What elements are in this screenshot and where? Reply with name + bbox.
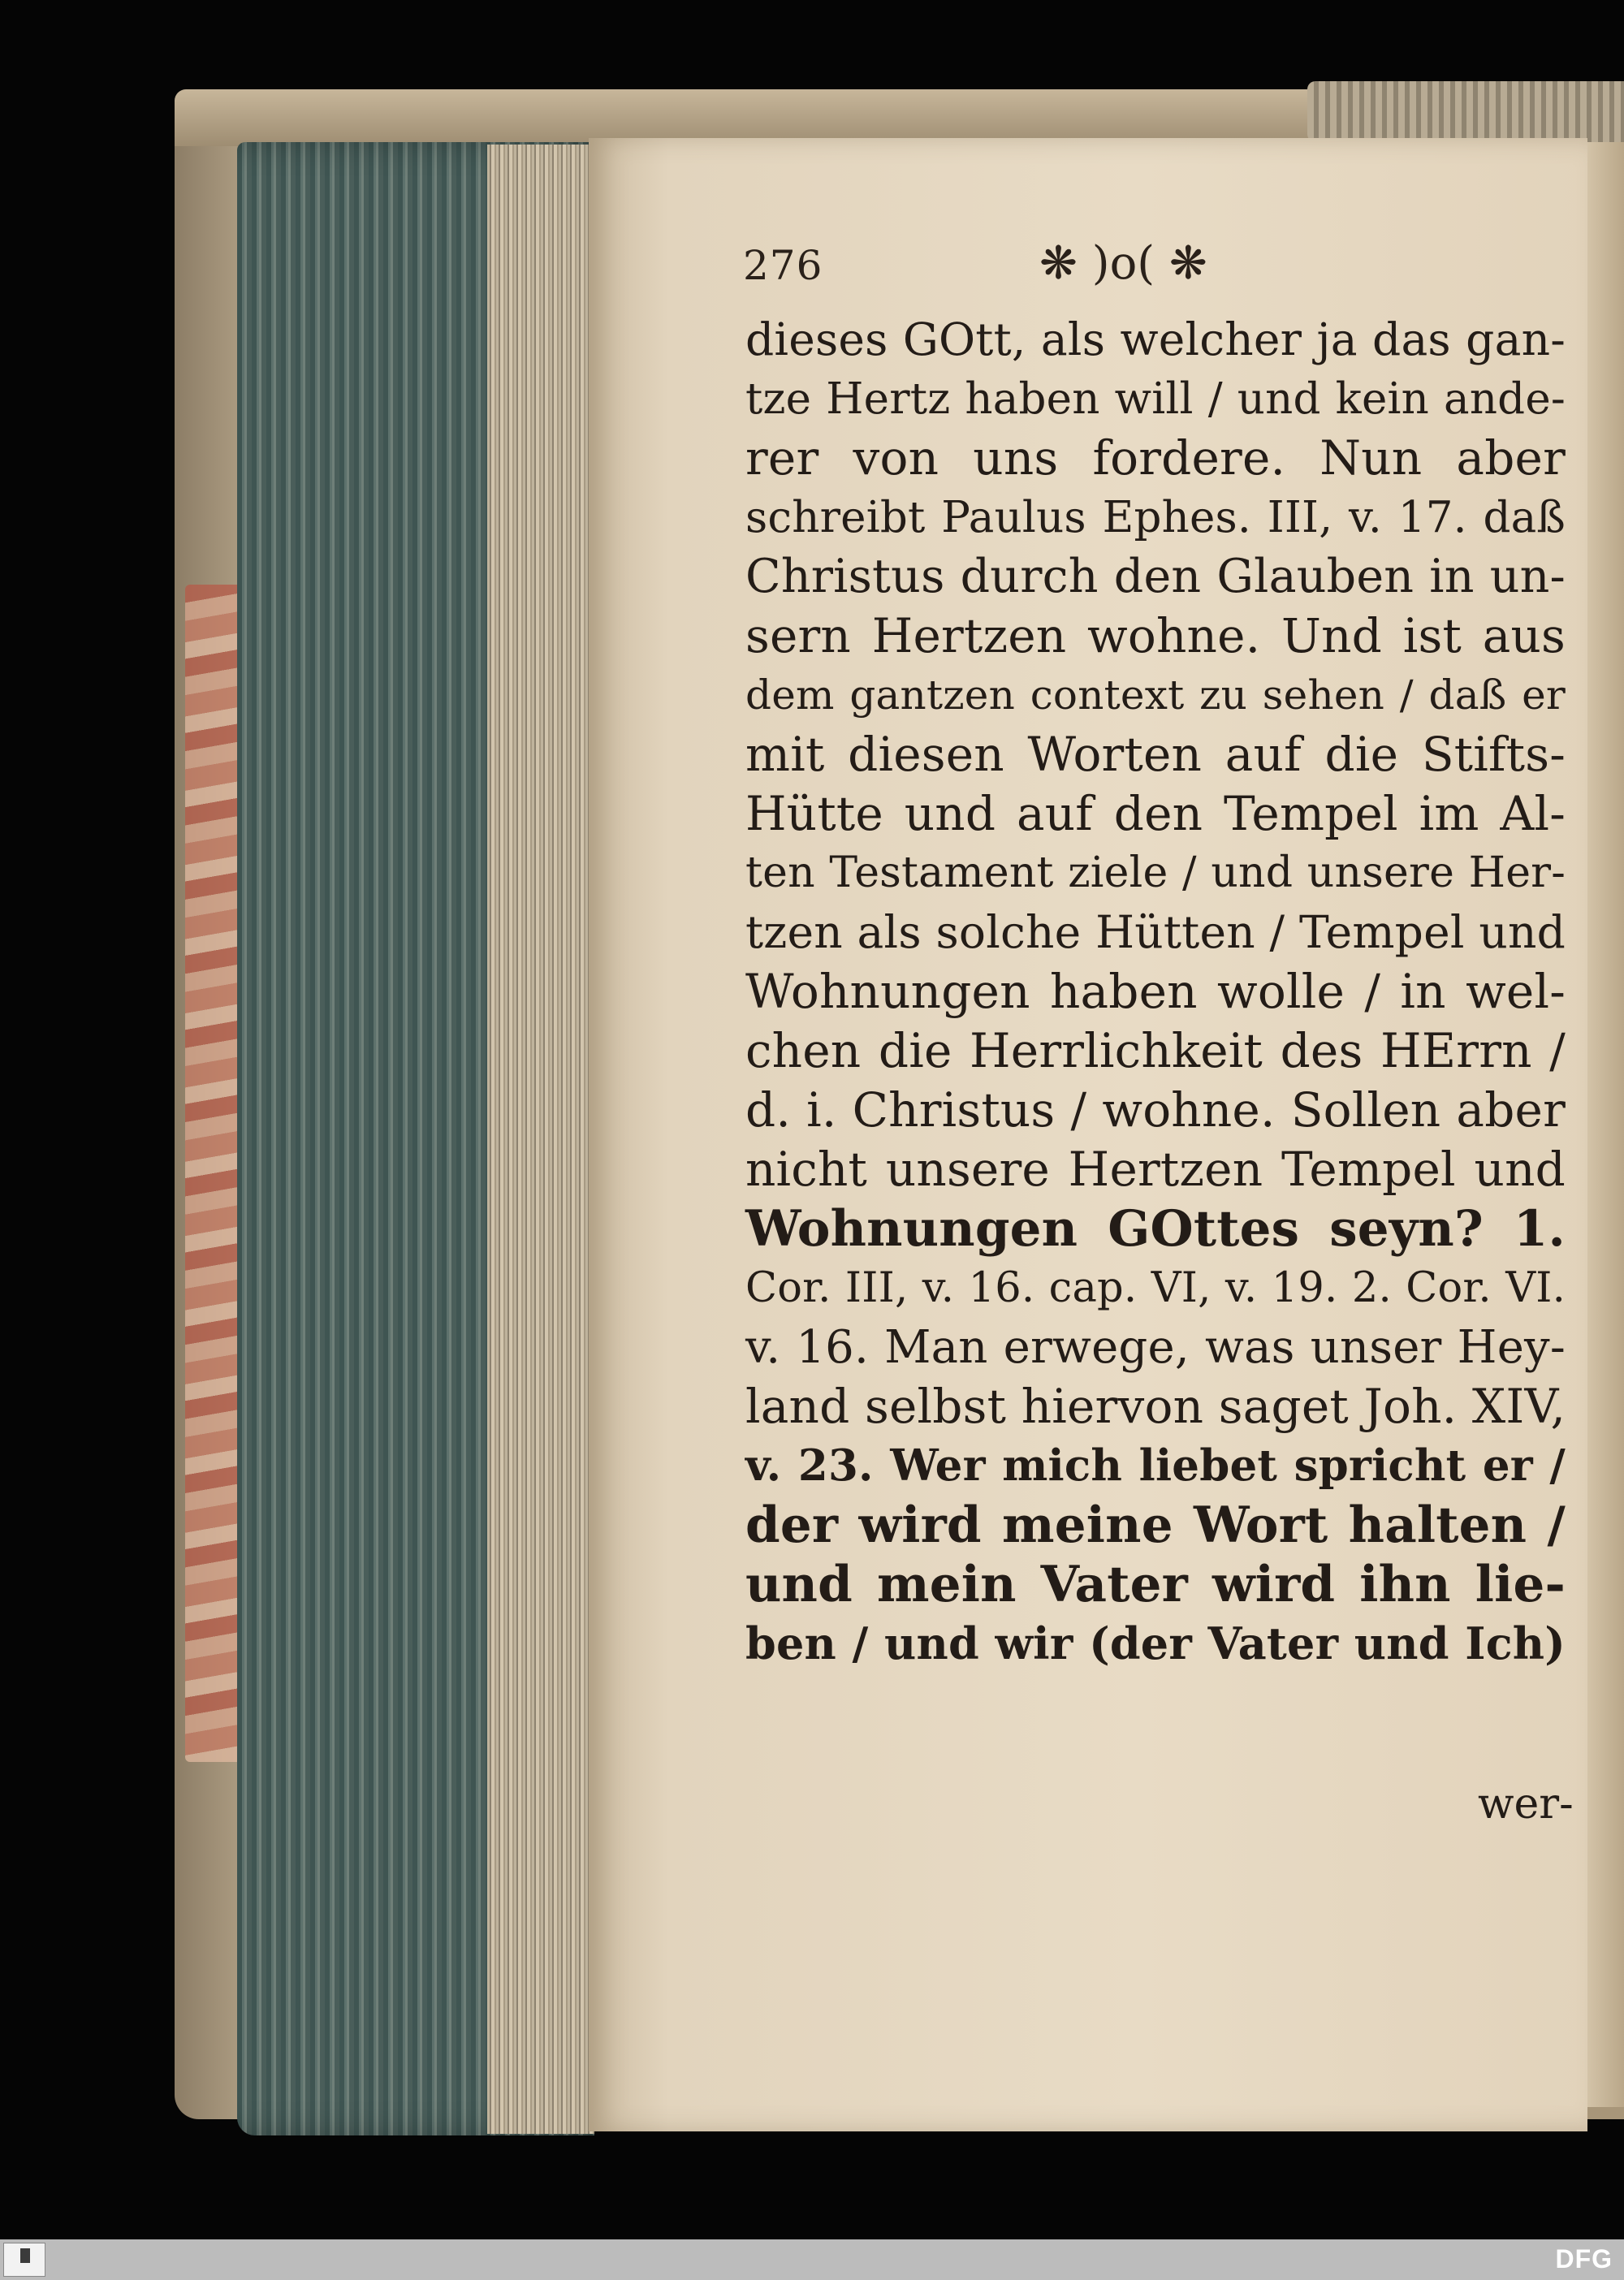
text-line: mit diesen Worten auf die Stifts- — [745, 727, 1566, 782]
text-line: v. 16. Man erwege, was unser Hey- — [745, 1321, 1566, 1374]
header-ornament-icon: ❋ )o( ❋ — [1039, 237, 1207, 290]
text-line: tze Hertz haben will / und kein ande- — [745, 374, 1566, 424]
text-line: ben / und wir (der Vater und Ich) — [745, 1617, 1566, 1669]
text-line: d. i. Christus / wohne. Sollen aber — [745, 1082, 1566, 1138]
text-line: rer von uns fordere. Nun aber — [745, 430, 1566, 486]
text-line: v. 23. Wer mich liebet spricht er / — [745, 1440, 1566, 1491]
spine-headband — [1307, 81, 1624, 142]
text-line: Wohnungen GOttes seyn? 1. — [745, 1200, 1566, 1258]
text-line: der wird meine Wort halten / — [745, 1496, 1566, 1554]
page-right-edge — [1585, 142, 1624, 2107]
page-header — [743, 237, 1311, 298]
text-line: schreibt Paulus Ephes. III, v. 17. daß — [745, 493, 1566, 542]
text-line: chen die Herrlichkeit des HErrn / — [745, 1023, 1566, 1078]
text-line: ten Testament ziele / und unsere Her- — [745, 849, 1566, 897]
text-line: Christus durch den Glauben in un- — [745, 550, 1566, 603]
text-line: Wohnungen haben wolle / in wel- — [745, 964, 1566, 1019]
text-line: nicht unsere Hertzen Tempel und — [745, 1142, 1566, 1197]
text-line: Hütte und auf den Tempel im Al- — [745, 786, 1566, 841]
viewer-footer-bar — [0, 2239, 1624, 2280]
text-line: dem gantzen context zu sehen / daß er — [745, 671, 1566, 719]
text-line: Cor. III, v. 16. cap. VI, v. 19. 2. Cor. VI. — [745, 1264, 1566, 1312]
library-logo-icon[interactable] — [3, 2243, 45, 2277]
text-line: und mein Vater wird ihn lie- — [745, 1556, 1566, 1613]
page-number: 276 — [743, 242, 823, 289]
text-line: tzen als solche Hütten / Tempel und — [745, 906, 1566, 958]
page-text-block — [745, 310, 1566, 1673]
dfg-logo[interactable]: DFG — [1555, 2244, 1613, 2274]
page-block-edge-light — [487, 145, 594, 2134]
catchword: wer- — [1478, 1780, 1574, 1829]
text-line: dieses GOtt, als welcher ja das gan- — [745, 313, 1566, 365]
text-line: land selbst hiervon saget Joh. XIV, — [745, 1379, 1566, 1434]
text-line: sern Hertzen wohne. Und ist aus — [745, 608, 1566, 663]
